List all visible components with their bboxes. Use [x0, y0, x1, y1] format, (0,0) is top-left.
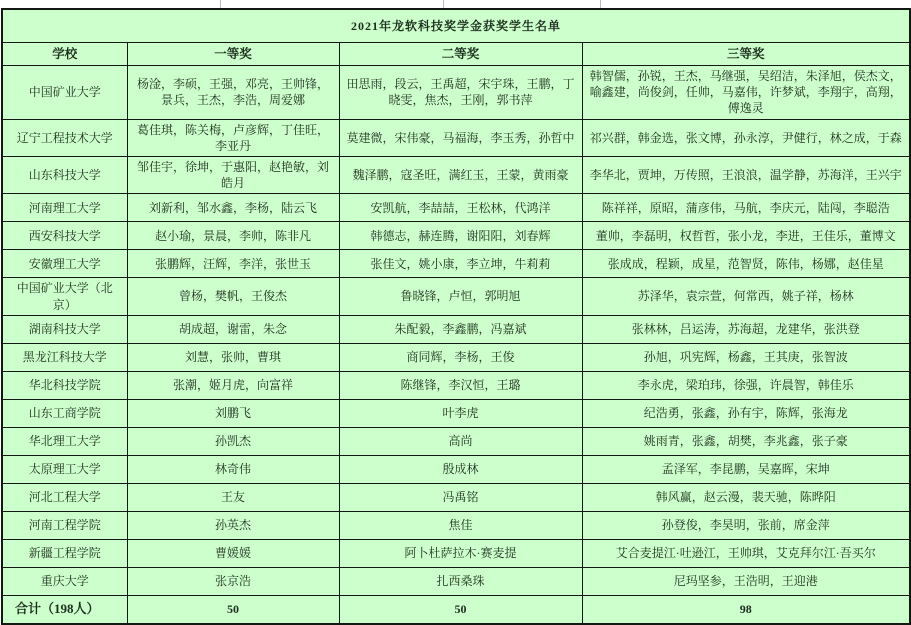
- third-prize-cell: 陈祥祥，原昭，蒲彦伟，马航，李庆元，陆闯，李聪浩: [582, 194, 910, 222]
- first-prize-cell: 刘新利，邹水鑫，李杨，陆云飞: [127, 194, 339, 222]
- third-prize-cell: 姚雨青，张鑫，胡樊，李兆鑫，张子豪: [582, 427, 910, 455]
- column-header-second-prize: 二等奖: [339, 43, 582, 66]
- school-cell: 新疆工程学院: [2, 539, 127, 567]
- table-row: [2, 222, 910, 250]
- total-first-prize-count: 50: [127, 595, 339, 624]
- school-cell: 湖南科技大学: [2, 315, 127, 343]
- first-prize-cell: 曹媛媛: [127, 539, 339, 567]
- third-prize-cell: 孟泽军，李昆鹏，吴嘉晖，宋坤: [582, 455, 910, 483]
- second-prize-cell: 殷成林: [339, 455, 582, 483]
- third-prize-cell: 祁兴群，韩金选，张文博，孙永淳，尹健行，林之成，于森: [582, 119, 910, 156]
- second-prize-cell: 冯禹铭: [339, 483, 582, 511]
- second-prize-cell: 韩德志，赫连腾，谢阳阳，刘春辉: [339, 222, 582, 250]
- second-prize-cell: 阿卜杜萨拉木·赛麦提: [339, 539, 582, 567]
- table-row: [2, 343, 910, 371]
- second-prize-cell: 焦佳: [339, 511, 582, 539]
- school-cell: 中国矿业大学（北京）: [2, 278, 127, 315]
- school-cell: 河南理工大学: [2, 194, 127, 222]
- second-prize-cell: 商同辉，李杨，王俊: [339, 343, 582, 371]
- table-row: [2, 315, 910, 343]
- second-prize-cell: 安凯航，李喆喆，王松林，代鸿洋: [339, 194, 582, 222]
- first-prize-cell: 孙凯杰: [127, 427, 339, 455]
- column-header-third-prize: 三等奖: [582, 43, 910, 66]
- table-row: [2, 278, 910, 315]
- first-prize-cell: 曾杨，樊帆，王俊杰: [127, 278, 339, 315]
- second-prize-cell: 莫建微，宋伟豪，马福海，李玉秀，孙哲中: [339, 119, 582, 156]
- title-row: [2, 9, 910, 43]
- school-cell: 华北理工大学: [2, 427, 127, 455]
- second-prize-cell: 田思雨，段云，王禹超，宋宇珠，王鹏，丁晓雯，焦杰，王刚，郭书萍: [339, 66, 582, 120]
- third-prize-cell: 孙登俊，李昊明，张前，席金萍: [582, 511, 910, 539]
- table-body: [2, 66, 910, 596]
- third-prize-cell: 孙旭，巩宪辉，杨鑫，王其庚，张智波: [582, 343, 910, 371]
- total-third-prize-count: 98: [582, 595, 910, 624]
- third-prize-cell: 韩风赢，赵云漫，裴天驰，陈晔阳: [582, 483, 910, 511]
- table-row: [2, 371, 910, 399]
- second-prize-cell: 朱配毅，李鑫鹏，冯嘉斌: [339, 315, 582, 343]
- school-cell: 黑龙江科技大学: [2, 343, 127, 371]
- total-label: 合计（198人）: [2, 595, 127, 624]
- third-prize-cell: 董帅，李磊明，权哲哲，张小龙，李进，王佳乐，董博文: [582, 222, 910, 250]
- table-row: [2, 194, 910, 222]
- second-prize-cell: 扎西桑珠: [339, 567, 582, 595]
- table-row: [2, 427, 910, 455]
- third-prize-cell: 纪浩勇，张鑫，孙有宇，陈辉，张海龙: [582, 399, 910, 427]
- second-prize-cell: 高尚: [339, 427, 582, 455]
- third-prize-cell: 韩智儒，孙锐，王杰，马继强，吴绍洁，朱泽旭，侯杰文，喻鑫建，尚俊剑，任帅，马嘉伟，许梦斌，李翔宇，高翔，傅逸灵: [582, 66, 910, 120]
- table-row: [2, 156, 910, 193]
- total-row: [2, 595, 910, 624]
- school-cell: 西安科技大学: [2, 222, 127, 250]
- column-header-school: 学校: [2, 43, 127, 66]
- third-prize-cell: 苏泽华，袁宗萱，何常西，姚子祥，杨林: [582, 278, 910, 315]
- header-row: [2, 43, 910, 66]
- school-cell: 华北科技学院: [2, 371, 127, 399]
- first-prize-cell: 林奇伟: [127, 455, 339, 483]
- school-cell: 河北工程大学: [2, 483, 127, 511]
- gridline-tick: [600, 0, 601, 8]
- third-prize-cell: 李永虎，梁珀玮，徐强，许晨智，韩佳乐: [582, 371, 910, 399]
- gridline-tick: [443, 0, 444, 8]
- first-prize-cell: 孙英杰: [127, 511, 339, 539]
- school-cell: 山东科技大学: [2, 156, 127, 193]
- gridline-tick: [220, 0, 221, 8]
- total-second-prize-count: 50: [339, 595, 582, 624]
- table-row: [2, 455, 910, 483]
- column-header-first-prize: 一等奖: [127, 43, 339, 66]
- school-cell: 河南工程学院: [2, 511, 127, 539]
- school-cell: 安徽理工大学: [2, 250, 127, 278]
- second-prize-cell: 鲁晓锋，卢恒，郭明旭: [339, 278, 582, 315]
- first-prize-cell: 张潮，姬月虎，向富祥: [127, 371, 339, 399]
- first-prize-cell: 张鹏辉，汪辉，李洋，张世玉: [127, 250, 339, 278]
- table-row: [2, 250, 910, 278]
- first-prize-cell: 胡成超，谢雷，朱念: [127, 315, 339, 343]
- first-prize-cell: 葛佳琪，陈关梅，卢彦辉，丁佳旺，李亚丹: [127, 119, 339, 156]
- table-row: [2, 119, 910, 156]
- table-row: [2, 66, 910, 120]
- second-prize-cell: 叶李虎: [339, 399, 582, 427]
- scholarship-table: [1, 8, 911, 625]
- first-prize-cell: 邹佳宇，徐坤，于惠阳，赵艳敏，刘皓月: [127, 156, 339, 193]
- third-prize-cell: 尼玛坚参，王浩明，王迎港: [582, 567, 910, 595]
- third-prize-cell: 艾合麦提江·吐逊江，王帅琪，艾克拜尔江·吾买尔: [582, 539, 910, 567]
- school-cell: 重庆大学: [2, 567, 127, 595]
- first-prize-cell: 张京浩: [127, 567, 339, 595]
- table-row: [2, 567, 910, 595]
- third-prize-cell: 张成成，程颖，成星，范智贤，陈伟，杨娜，赵佳星: [582, 250, 910, 278]
- school-cell: 山东工商学院: [2, 399, 127, 427]
- first-prize-cell: 王友: [127, 483, 339, 511]
- school-cell: 太原理工大学: [2, 455, 127, 483]
- school-cell: 中国矿业大学: [2, 66, 127, 120]
- table-row: [2, 483, 910, 511]
- table-row: [2, 399, 910, 427]
- table-row: [2, 539, 910, 567]
- first-prize-cell: 刘鹏飞: [127, 399, 339, 427]
- first-prize-cell: 杨淦，李硕，王强，邓亮，王帅锋，景兵，王杰，李浩，周爱娜: [127, 66, 339, 120]
- page-title: 2021年龙软科技奖学金获奖学生名单: [2, 9, 910, 43]
- first-prize-cell: 刘慧，张帅，曹琪: [127, 343, 339, 371]
- second-prize-cell: 陈继锋，李汉恒，王璐: [339, 371, 582, 399]
- second-prize-cell: 魏泽鹏，寇圣旺，满红玉，王蒙，黄雨豪: [339, 156, 582, 193]
- first-prize-cell: 赵小瑜，景晨，李帅，陈非凡: [127, 222, 339, 250]
- second-prize-cell: 张佳文，姚小康，李立坤，牛莉莉: [339, 250, 582, 278]
- table-row: [2, 511, 910, 539]
- school-cell: 辽宁工程技术大学: [2, 119, 127, 156]
- third-prize-cell: 李华北，贾坤，万传照，王浪浪，温学静，苏海洋，王兴宇: [582, 156, 910, 193]
- third-prize-cell: 张林林，吕运涛，苏海超，龙建华，张洪登: [582, 315, 910, 343]
